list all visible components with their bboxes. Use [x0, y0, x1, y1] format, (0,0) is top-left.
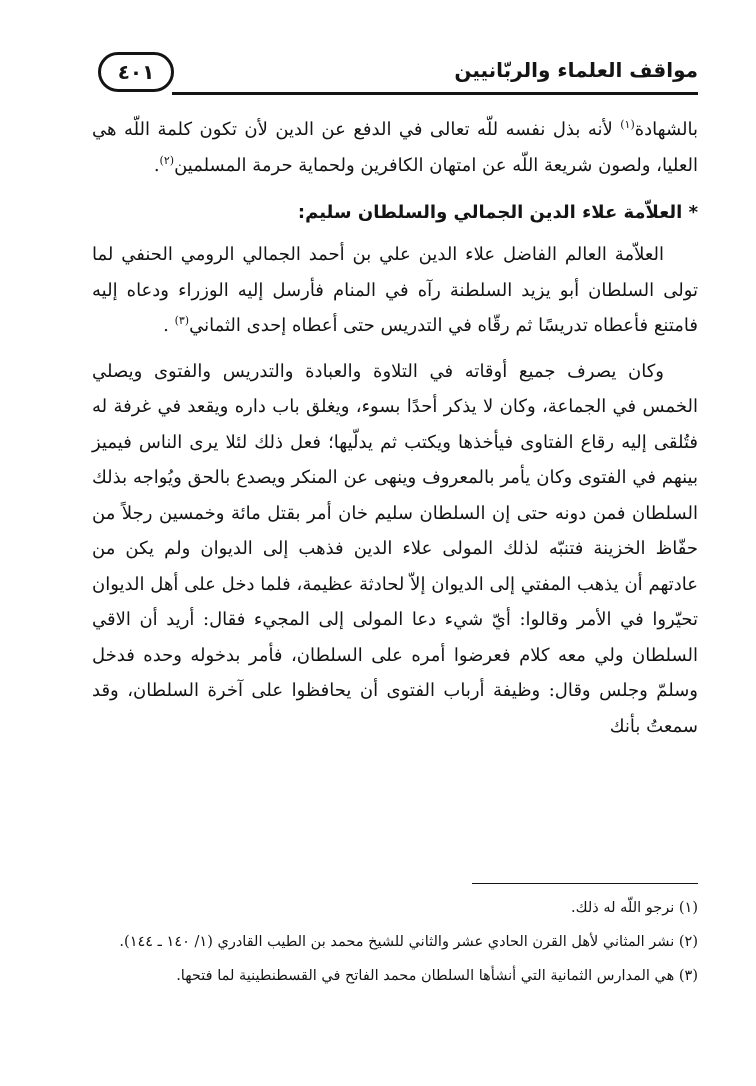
- paragraph-2: [92, 237, 698, 344]
- footnote-ref-3: (٣): [174, 314, 190, 327]
- running-title: مواقف العلماء والربّانيين: [454, 58, 698, 82]
- paragraph-1-start: بالشهادة: [634, 119, 698, 140]
- footnote-1: (١) نرجو اللّه له ذلك.: [571, 900, 698, 916]
- footnote-2: (٢) نشر المثاني لأهل القرن الحادي عشر والثاني للشيخ محمد بن الطيب القادري (١/ ١٤٠ ـ ١٤٤).: [119, 934, 698, 950]
- footnotes: [92, 894, 698, 996]
- main-text: [92, 112, 698, 744]
- footnote-3: (٣) هي المدارس الثمانية التي أنشأها السلطان محمد الفاتح في القسطنطينية لما فتحها.: [176, 968, 698, 984]
- paragraph-2-end: .: [163, 315, 175, 336]
- footnote-rule: [472, 883, 698, 884]
- footnote-ref-2: (٢): [159, 153, 175, 167]
- paragraph-1-end: .: [153, 154, 160, 176]
- paragraph-1-text: لأنه بذل نفسه للّه تعالى في الدفع عن الدين لأن تكون كلمة اللّه هي العليا، ولصون شريعة اللّه عن امتهان الكافرين ولحماية حرمة المسلمين: [92, 119, 698, 176]
- footnote-ref-1: (١): [620, 118, 635, 131]
- paragraph-3: وكان يصرف جميع أوقاته في التلاوة والعبادة والتدريس والفتوى ويصلي الخمس في الجماعة، وكان لا يذكر أحدًا بسوء، ويغلق باب داره ويقعد في غرفة له فتُلقى إليه رقاع الفتاوى فيأخذها ويكتب ثم يدلّيها؛ فعل ذلك لئلا يرى الناس فيميز بينهم في الفتوى وكان يأمر بالمعروف وينهى عن المنكر ويصدع بالحق ويُواجه بذلك السلطان فمن دونه حتى إن السلطان سليم خان أمر بقتل مائة وخمسين رجلاً من حفّاظ الخزينة فتنبّه لذلك المولى علاء الدين فذهب إلى الديوان ولم يكن من عادتهم أن يذهب المفتي إلى الديوان إلاّ لحادثة عظيمة، فلما دخل على أهل الديوان تحيّروا في الأمر وقالوا: أيّ شيء دعا المولى إلى المجيء فقال: أريد أن الاقي السلطان ولي معه كلام فعرضوا أمره على السلطان، فأمر بدخوله وحده فدخل وسلمّ وجلس وقال: وظيفة أرباب الفتوى أن يحافظوا على آخرة السلطان، وقد سمعتُ بأنك: [92, 360, 698, 737]
- page-number: ٤٠١: [98, 52, 174, 92]
- section-heading: * العلاّمة علاء الدين الجمالي والسلطان سليم:: [297, 202, 698, 223]
- header-rule: [172, 92, 698, 95]
- paragraph-1: [92, 112, 698, 183]
- paragraph-2-text: العلاّمة العالم الفاضل علاء الدين علي بن أحمد الجمالي الرومي الحنفي لما تولى السلطان أبو يزيد السلطنة رآه في المنام فأرسل إليه الوزراء ودعاه إليه فامتنع فأعطاه تدريسًا ثم رقّاه في التدريس حتى أعطاه إحدى الثماني: [92, 244, 698, 336]
